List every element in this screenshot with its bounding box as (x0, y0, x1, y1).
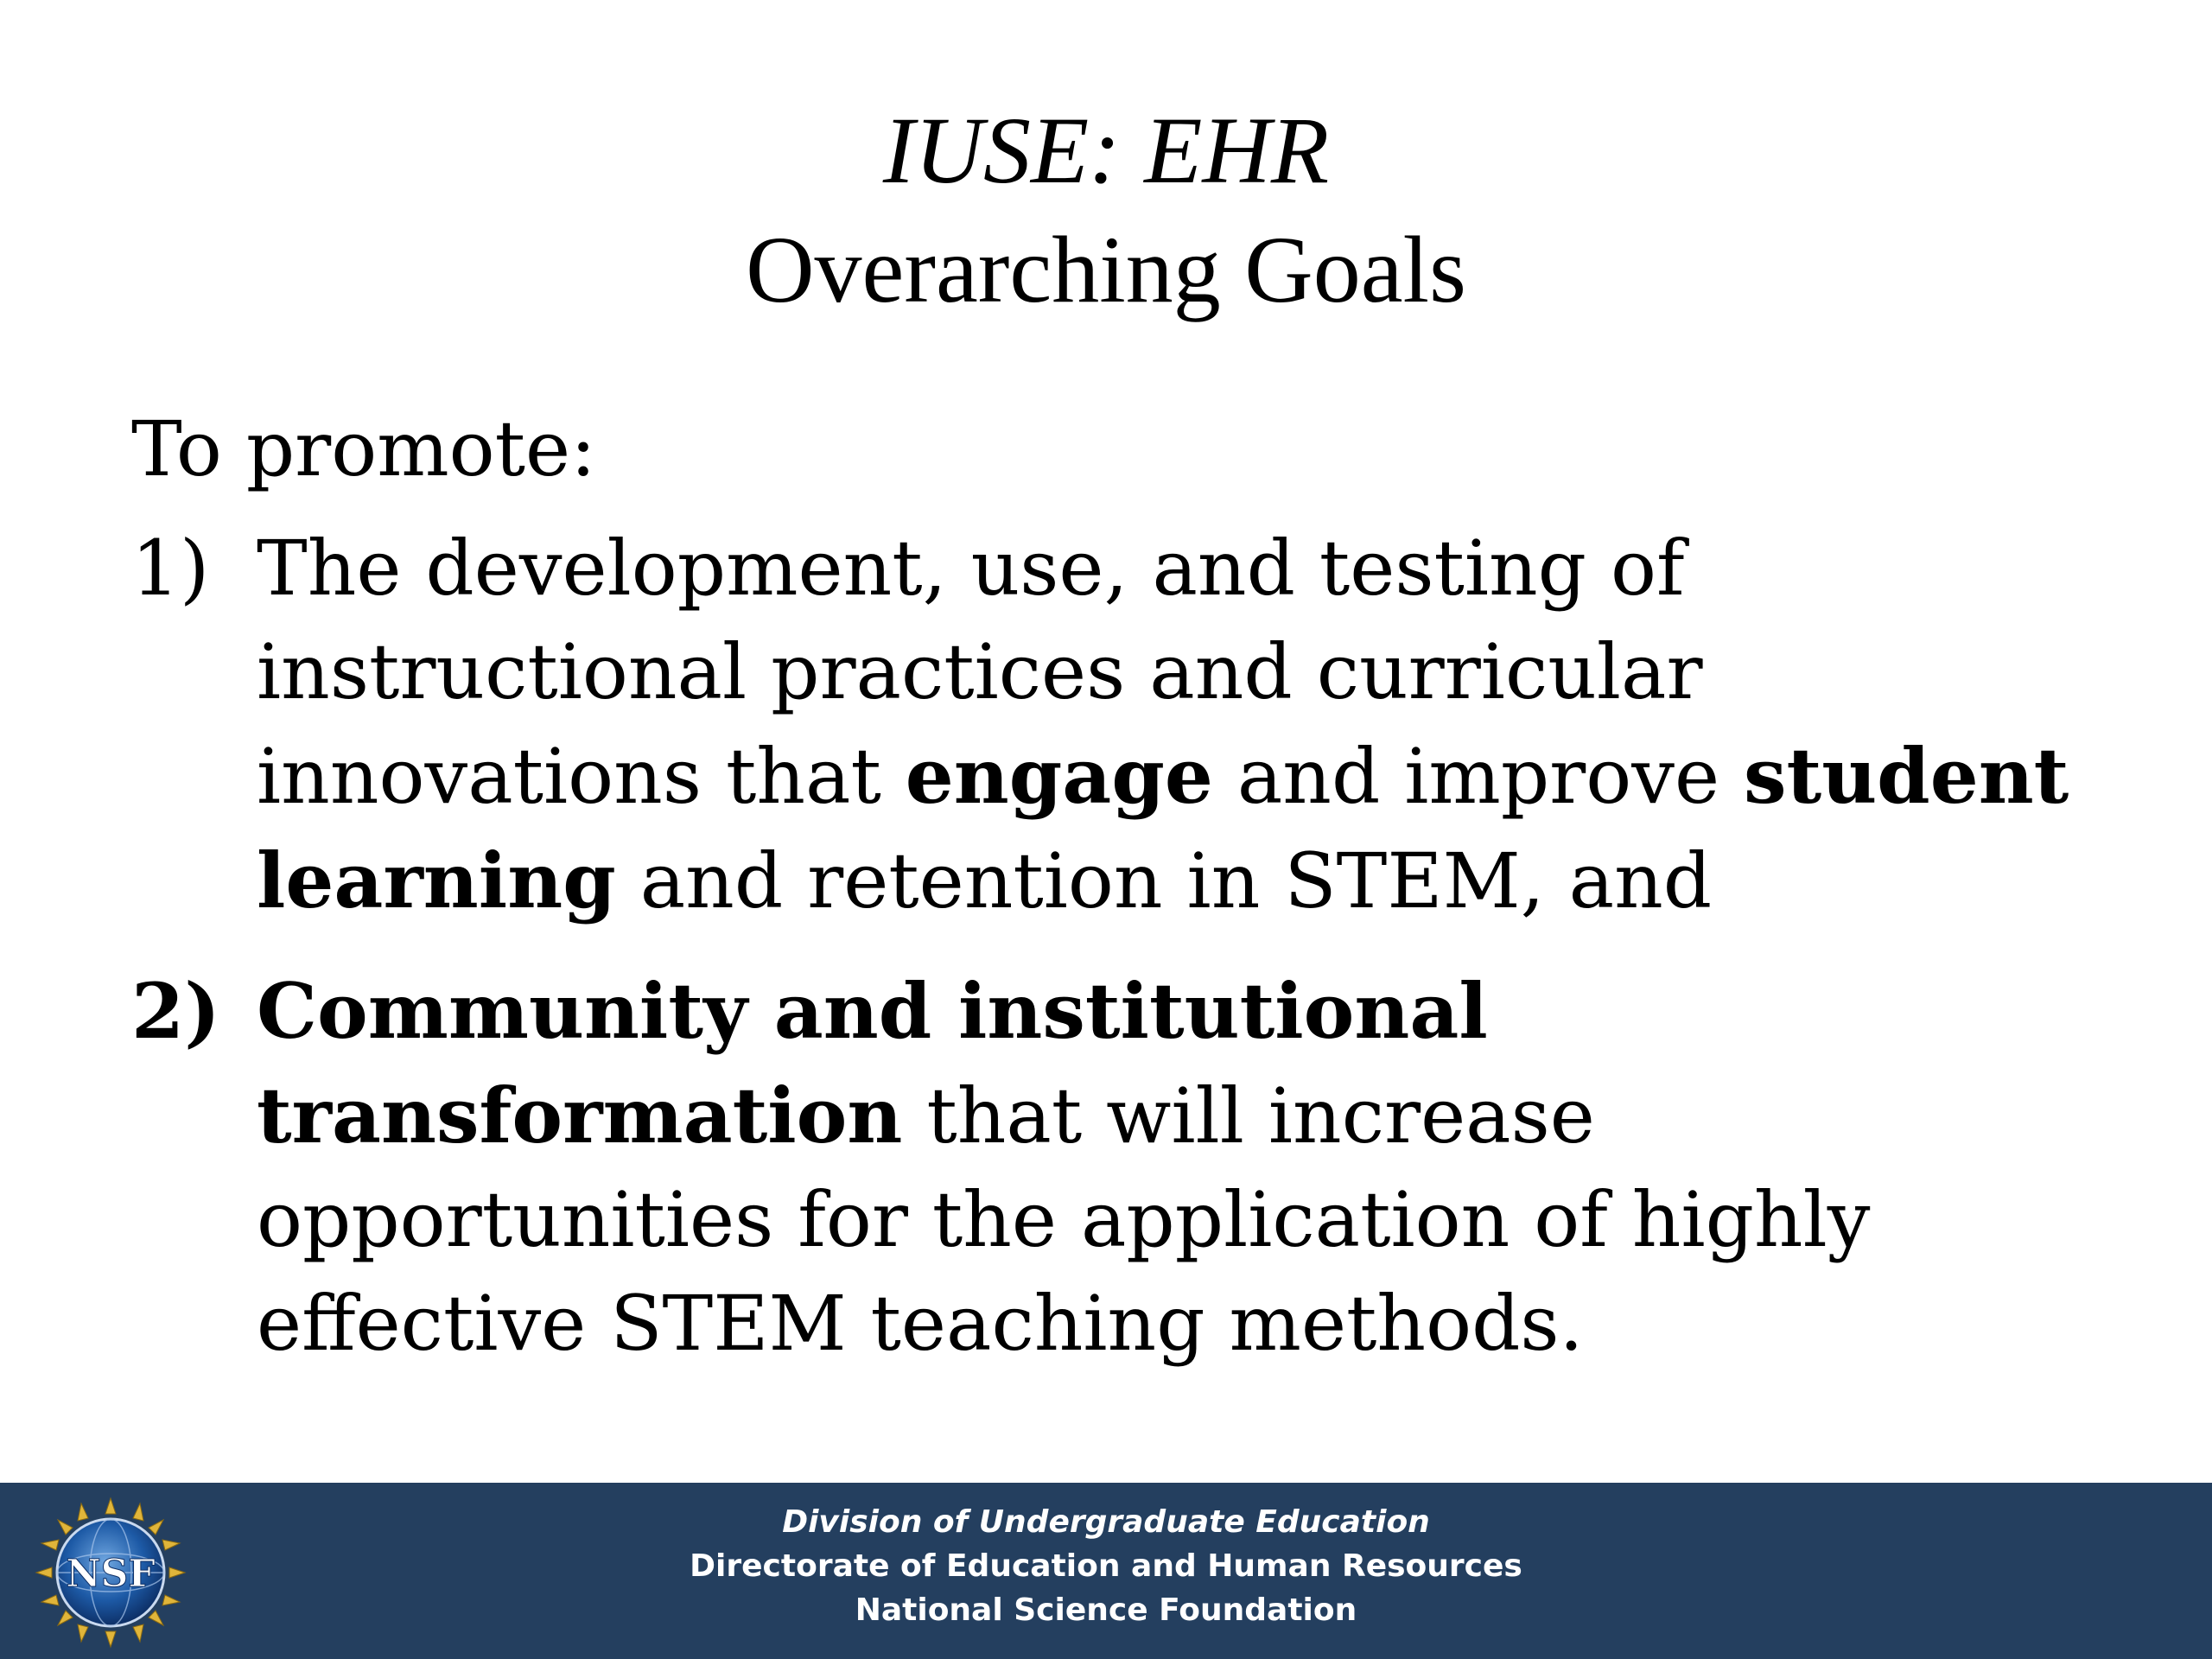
footer-bar (0, 1483, 2212, 1659)
goal-1-text-b: and improve (1212, 732, 1744, 821)
title-line-2: Overarching Goals (746, 217, 1466, 322)
footer-foundation: National Science Foundation (855, 1592, 1357, 1628)
goal-1-bold-engage: engage (905, 731, 1213, 821)
goal-item-1 (131, 517, 2110, 933)
goal-1-bold-student-learning: student learning (257, 731, 2069, 925)
goal-1-text-a: The development, use, and testing of instructional practices and curricular innovations that (257, 524, 1703, 821)
goal-number-2: 2) (131, 966, 220, 1056)
goal-number-1: 1) (131, 524, 210, 613)
slide-body (131, 397, 2110, 1402)
goal-1-text-c: and retention in STEM, and (615, 836, 1713, 925)
intro-text: To promote: (131, 404, 596, 493)
footer-directorate: Directorate of Education and Human Resources (690, 1548, 1522, 1584)
svg-text:NSF: NSF (66, 1552, 156, 1596)
slide-title (0, 91, 2212, 329)
goal-2-text-a: that will increase opportunities for the application of highly effective STEM teaching methods. (257, 1071, 1871, 1368)
footer-text (0, 1500, 2212, 1632)
goal-item-2 (131, 959, 2110, 1376)
footer-division: Division of Undergraduate Education (782, 1504, 1430, 1540)
title-line-1: IUSE: EHR (882, 98, 1330, 203)
goal-2-bold-community: Community and institutional transformation (257, 966, 1488, 1160)
nsf-seal-icon (33, 1495, 188, 1650)
